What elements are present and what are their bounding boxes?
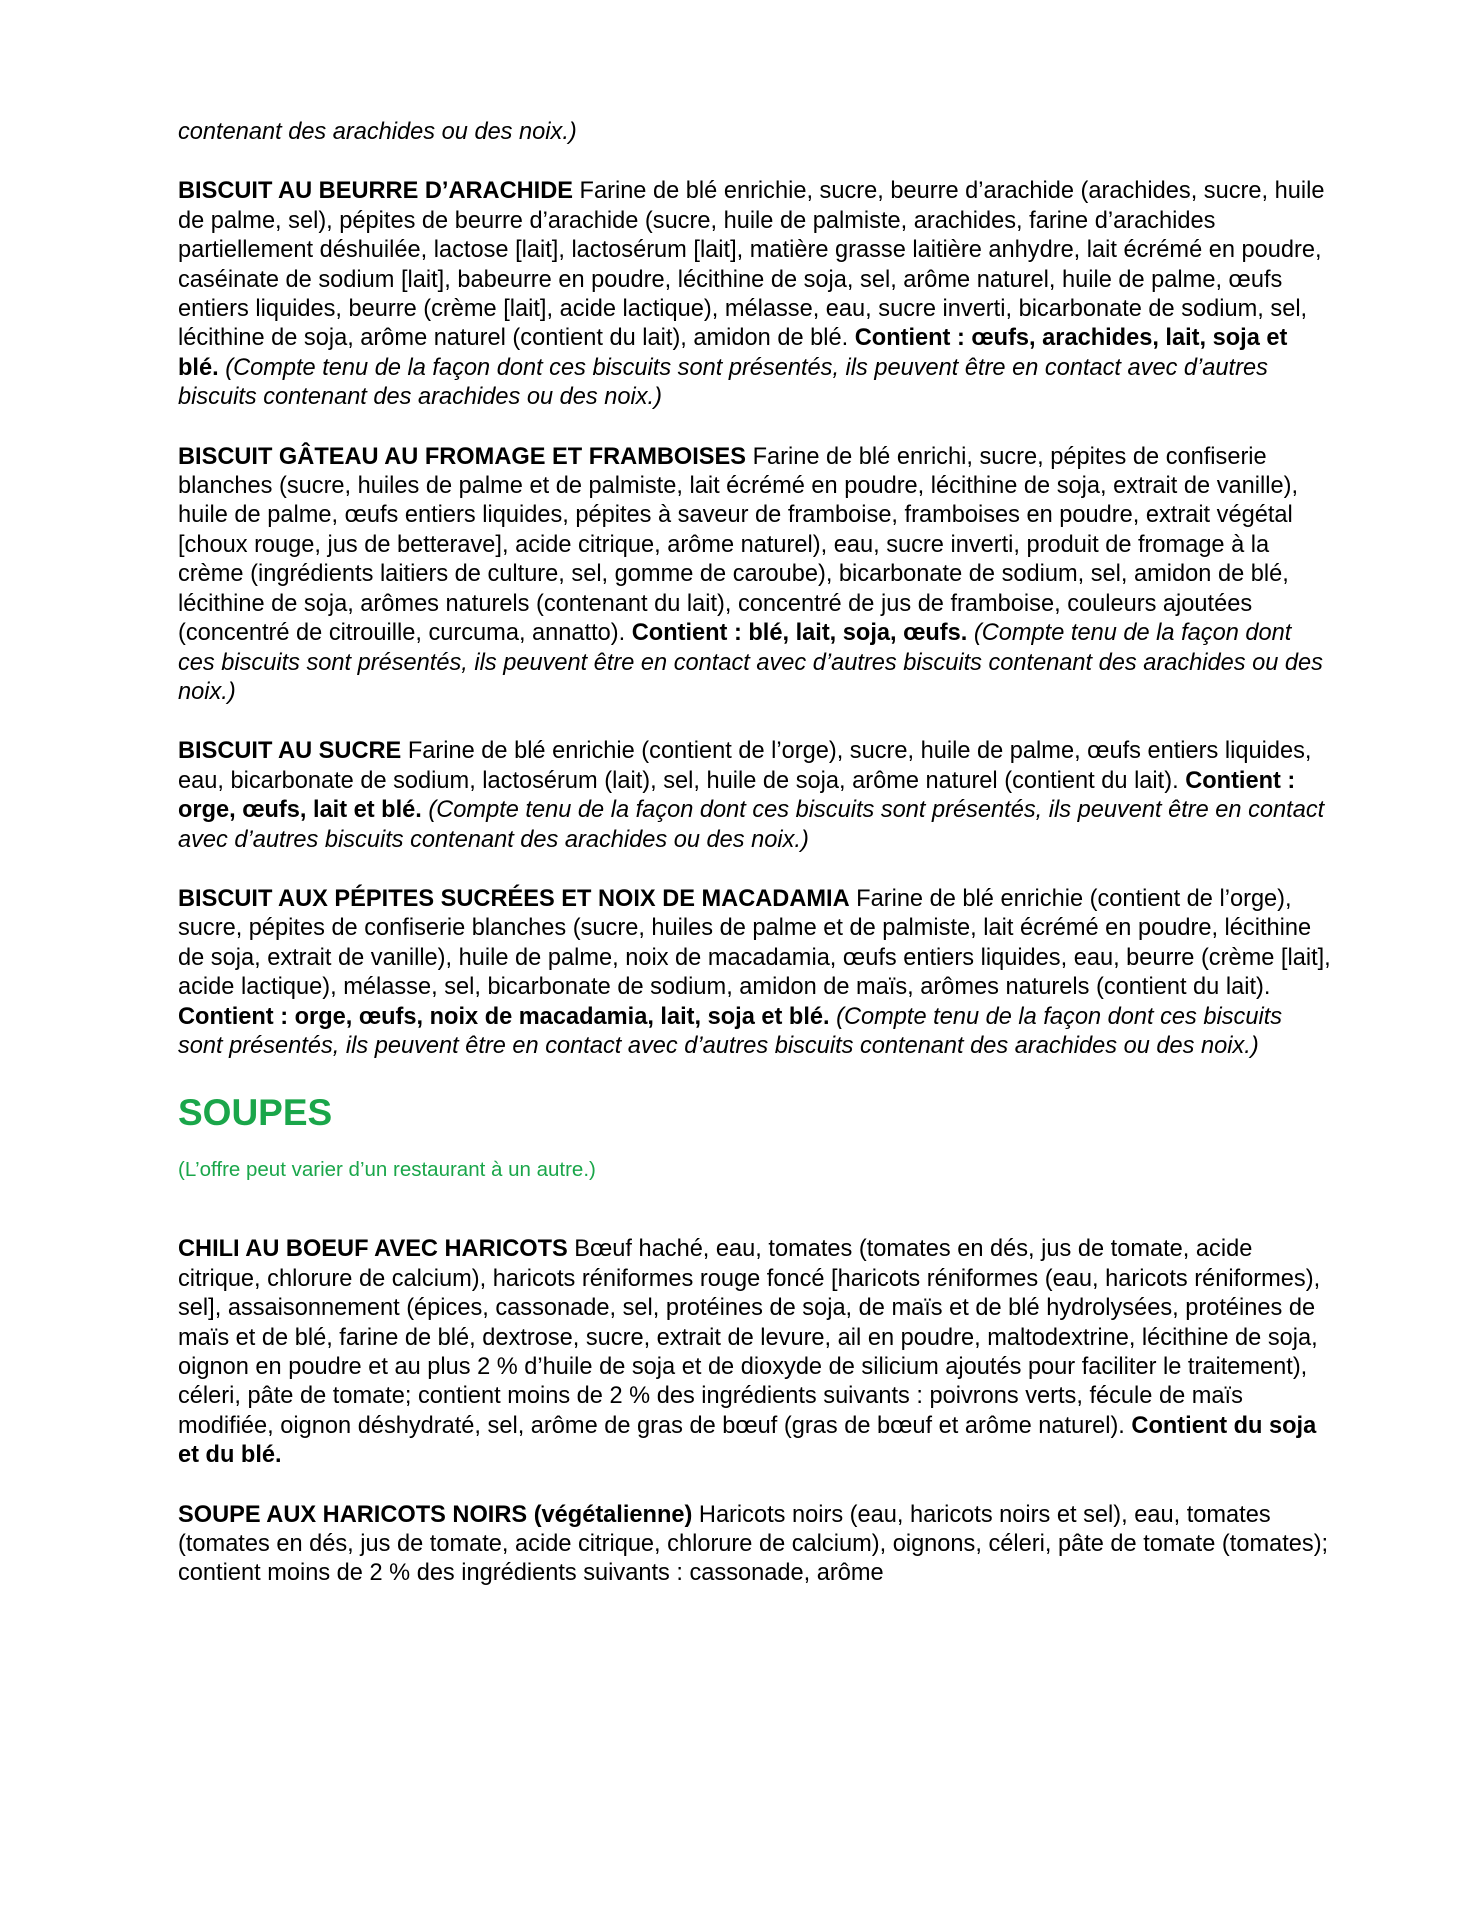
entry-ingredients: Haricots noirs (eau, haricots noirs et sel), eau, tomates (tomates en dés, jus de tomate, acide citrique, chlorure de calcium), oignons, céleri, pâte de tomate (tomates); contient moins de 2 % des ingrédients suivants : cassonade, arôme xyxy=(178,1501,1329,1587)
entry-peanut-butter-cookie xyxy=(178,177,1333,412)
section-note: (L’offre peut varier d’un restaurant à un autre.) xyxy=(178,1158,596,1182)
document-page xyxy=(178,118,1333,1619)
entry-title: SOUPE AUX HARICOTS NOIRS (végétalienne) xyxy=(178,1501,693,1528)
section-title: SOUPES xyxy=(178,1092,333,1134)
entry-allergens: Contient : œufs, arachides, lait, soja et blé. xyxy=(178,325,1288,381)
entry-ingredients: Farine de blé enrichie, sucre, beurre d’arachide (arachides, sucre, huile de palme, sel), pépites de beurre d’arachide (sucre, huile de palmiste, arachides, farine d’arachides partiellement déshuilée, lactose [lait], lactosérum [lait], matière grasse laitière anhydre, lait écrémé en poudre, caséinate de sodium [lait], babeurre en poudre, lécithine de soja, sel, arôme naturel, huile de palme, œufs entiers liquides, beurre (crème [lait], acide lactique), mélasse, eau, sucre inverti, bicarbonate de sodium, sel, lécithine de soja, arôme naturel (contient du lait), amidon de blé. xyxy=(178,178,1325,352)
entry-ingredients: Farine de blé enrichie (contient de l’orge), sucre, huile de palme, œufs entiers liquides, eau, bicarbonate de sodium, lactosérum (lait), sel, huile de soja, arôme naturel (contient du lait). xyxy=(178,738,1312,794)
entry-note: (Compte tenu de la façon dont ces biscuits sont présentés, ils peuvent être en contact avec d’autres biscuits contenant des arachides ou des noix.) xyxy=(178,620,1323,705)
entry-macadamia-cookie xyxy=(178,885,1333,1061)
entry-title: BISCUIT GÂTEAU AU FROMAGE ET FRAMBOISES xyxy=(178,443,747,470)
entry-ingredients: Farine de blé enrichi, sucre, pépites de confiserie blanches (sucre, huiles de palme et de palmiste, lait écrémé en poudre, lécithine de soja, extrait de vanille), huile de palme, œufs entiers liquides, pépites à saveur de framboise, framboises en poudre, extrait végétal [choux rouge, jus de betterave], acide citrique, arôme naturel), eau, sucre inverti, produit de fromage à la crème (ingrédients laitiers de culture, sel, gomme de caroube), bicarbonate de sodium, sel, amidon de blé, lécithine de soja, arômes naturels (contenant du lait), concentré de jus de framboise, couleurs ajoutées (concentré de citrouille, curcuma, annatto). xyxy=(178,443,1299,647)
entry-title: BISCUIT AUX PÉPITES SUCRÉES ET NOIX DE MACADAMIA xyxy=(178,885,850,912)
entry-note: (Compte tenu de la façon dont ces biscuits sont présentés, ils peuvent être en contact avec d’autres biscuits contenant des arachides ou des noix.) xyxy=(178,797,1325,853)
entry-beef-chili xyxy=(178,1235,1333,1470)
entry-note: (Compte tenu de la façon dont ces biscuits sont présentés, ils peuvent être en contact avec d’autres biscuits contenant des arachides ou des noix.) xyxy=(178,354,1268,411)
entry-allergens: Contient du soja et du blé. xyxy=(178,1412,1317,1469)
entry-cheesecake-raspberry-cookie xyxy=(178,443,1333,708)
entry-title: BISCUIT AU SUCRE xyxy=(178,738,402,765)
entry-ingredients: Farine de blé enrichie (contient de l’orge), sucre, pépites de confiserie blanches (sucre, huiles de palme et de palmiste, lait écrémé en poudre, lécithine de soja, extrait de vanille), huile de palme, noix de macadamia, œufs entiers liquides, eau, beurre (crème [lait], acide lactique), mélasse, sel, bicarbonate de sodium, amidon de maïs, arômes naturels (contient du lait). xyxy=(178,885,1331,1001)
entry-note: (Compte tenu de la façon dont ces biscuits sont présentés, ils peuvent être en contact avec d’autres biscuits contenant des arachides ou des noix.) xyxy=(178,1003,1283,1059)
entry-allergens: Contient : blé, lait, soja, œufs. xyxy=(631,620,968,647)
continued-note: contenant des arachides ou des noix.) xyxy=(178,119,577,145)
entry-allergens: Contient : orge, œufs, lait et blé. xyxy=(178,767,1296,824)
entry-title: BISCUIT AU BEURRE D’ARACHIDE xyxy=(178,178,573,205)
entry-sugar-cookie xyxy=(178,737,1333,855)
entry-black-bean-soup xyxy=(178,1501,1333,1589)
entry-ingredients: Bœuf haché, eau, tomates (tomates en dés, jus de tomate, acide citrique, chlorure de calcium), haricots réniformes rouge foncé [haricots réniformes (eau, haricots réniformes), sel], assaisonnement (épices, cassonade, sel, protéines de soja, de maïs et de blé hydrolysées, protéines de maïs et de blé, farine de blé, dextrose, sucre, extrait de levure, ail en poudre, maltodextrine, lécithine de soja, oignon en poudre et au plus 2 % d’huile de soja et de dioxyde de silicium ajoutés pour faciliter le traitement), céleri, pâte de tomate; contient moins de 2 % des ingrédients suivants : poivrons verts, fécule de maïs modifiée, oignon déshydraté, sel, arôme de gras de bœuf (gras de bœuf et arôme naturel). xyxy=(178,1236,1321,1439)
entry-allergens: Contient : orge, œufs, noix de macadamia, lait, soja et blé. xyxy=(178,1003,830,1030)
entry-title: CHILI AU BOEUF AVEC HARICOTS xyxy=(178,1236,568,1263)
